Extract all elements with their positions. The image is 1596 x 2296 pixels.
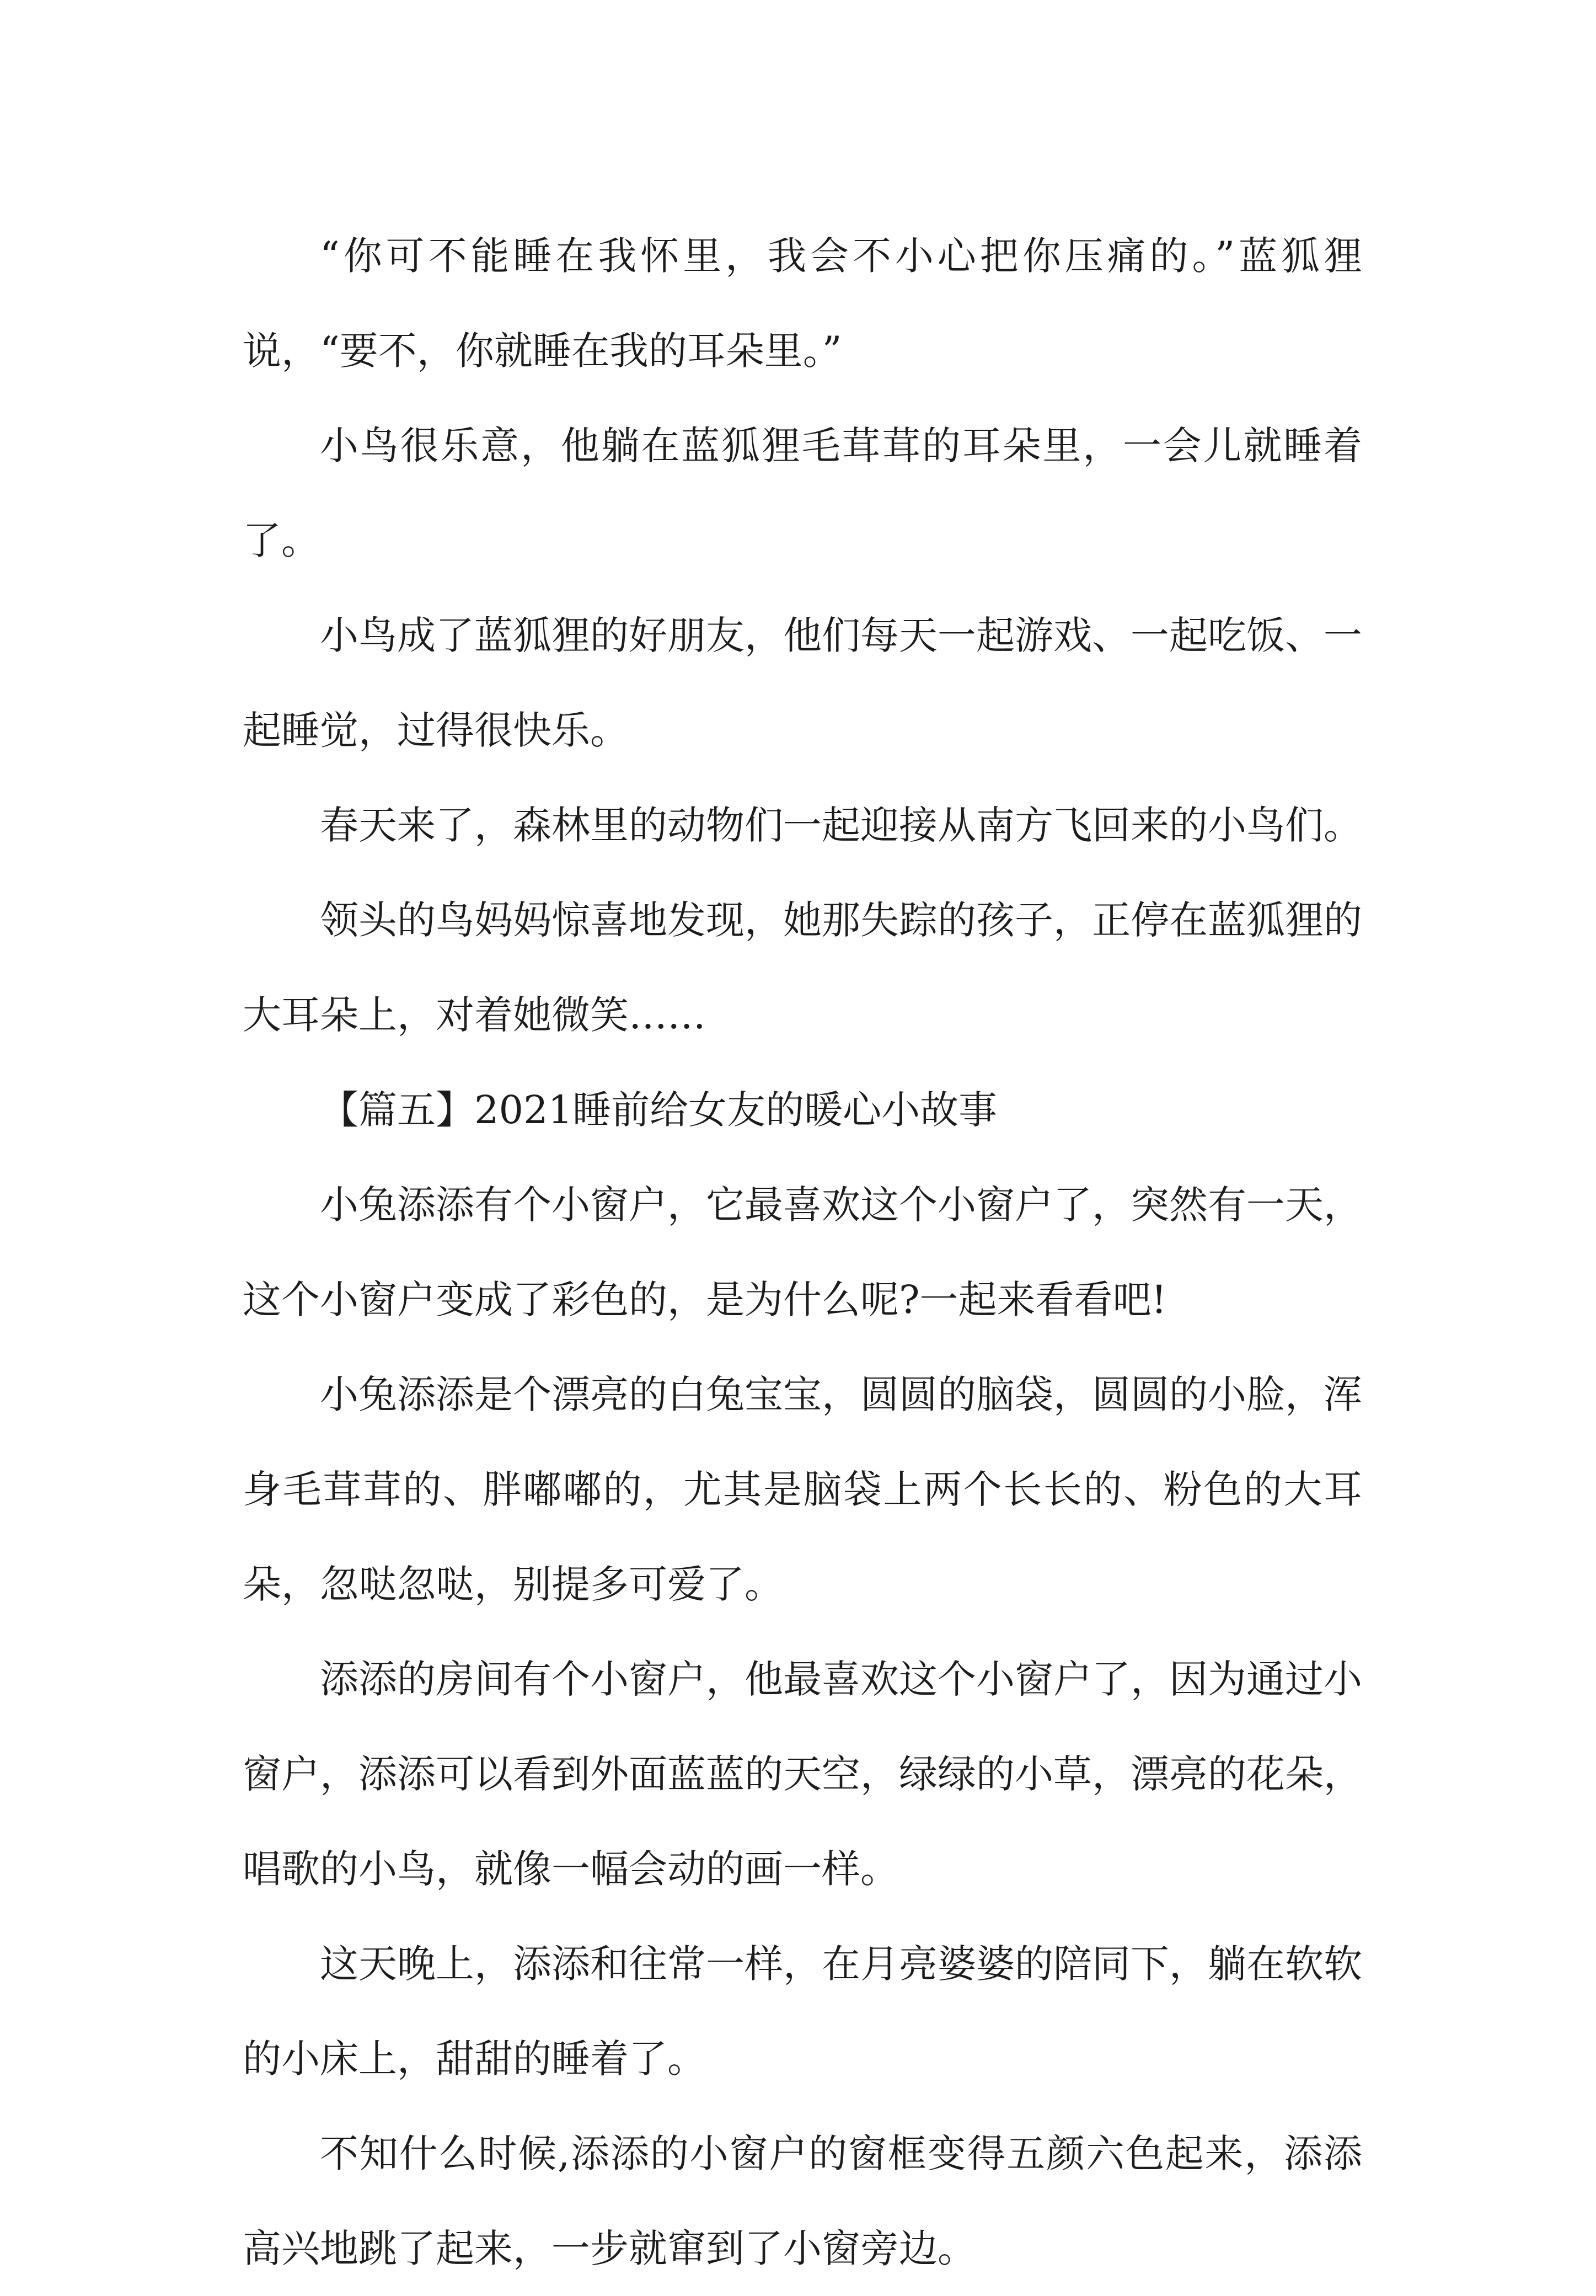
paragraph-6: 小兔添添有个小窗户，它最喜欢这个小窗户了，突然有一天，这个小窗户变成了彩色的，是为什么呢?一起来看看吧!: [243, 1182, 1362, 1322]
paragraph-2: 小鸟很乐意，他躺在蓝狐狸毛茸茸的耳朵里，一会儿就睡着了。: [243, 423, 1362, 563]
paragraph-7: 小兔添添是个漂亮的白兔宝宝，圆圆的脑袋，圆圆的小脸，浑身毛茸茸的、胖嘟嘟的，尤其是脑袋上两个长长的、粉色的大耳朵，忽哒忽哒，别提多可爱了。: [243, 1372, 1362, 1607]
paragraph-5: 领头的鸟妈妈惊喜地发现，她那失踪的孩子，正停在蓝狐狸的大耳朵上，对着她微笑……: [243, 898, 1362, 1038]
section-heading: 【篇五】2021睡前给女友的暖心小故事: [320, 1087, 998, 1133]
paragraph-1: “你可不能睡在我怀里，我会不小心把你压痛的。”蓝狐狸说，“要不，你就睡在我的耳朵里。”: [243, 233, 1362, 373]
paragraph-9: 这天晚上，添添和往常一样，在月亮婆婆的陪同下，躺在软软的小床上，甜甜的睡着了。: [243, 1941, 1362, 2081]
paragraph-4: 春天来了，森林里的动物们一起迎接从南方飞回来的小鸟们。: [320, 803, 1362, 848]
paragraph-10: 不知什么时候,添添的小窗户的窗框变得五颜六色起来，添添高兴地跳了起来，一步就窜到了小窗旁边。: [243, 2131, 1362, 2271]
paragraph-8: 添添的房间有个小窗户，他最喜欢这个小窗户了，因为通过小窗户，添添可以看到外面蓝蓝的天空，绿绿的小草，漂亮的花朵，唱歌的小鸟，就像一幅会动的画一样。: [243, 1657, 1362, 1892]
story-text: [243, 209, 1362, 2296]
paragraph-3: 小鸟成了蓝狐狸的好朋友，他们每天一起游戏、一起吃饭、一起睡觉，过得很快乐。: [243, 613, 1362, 753]
